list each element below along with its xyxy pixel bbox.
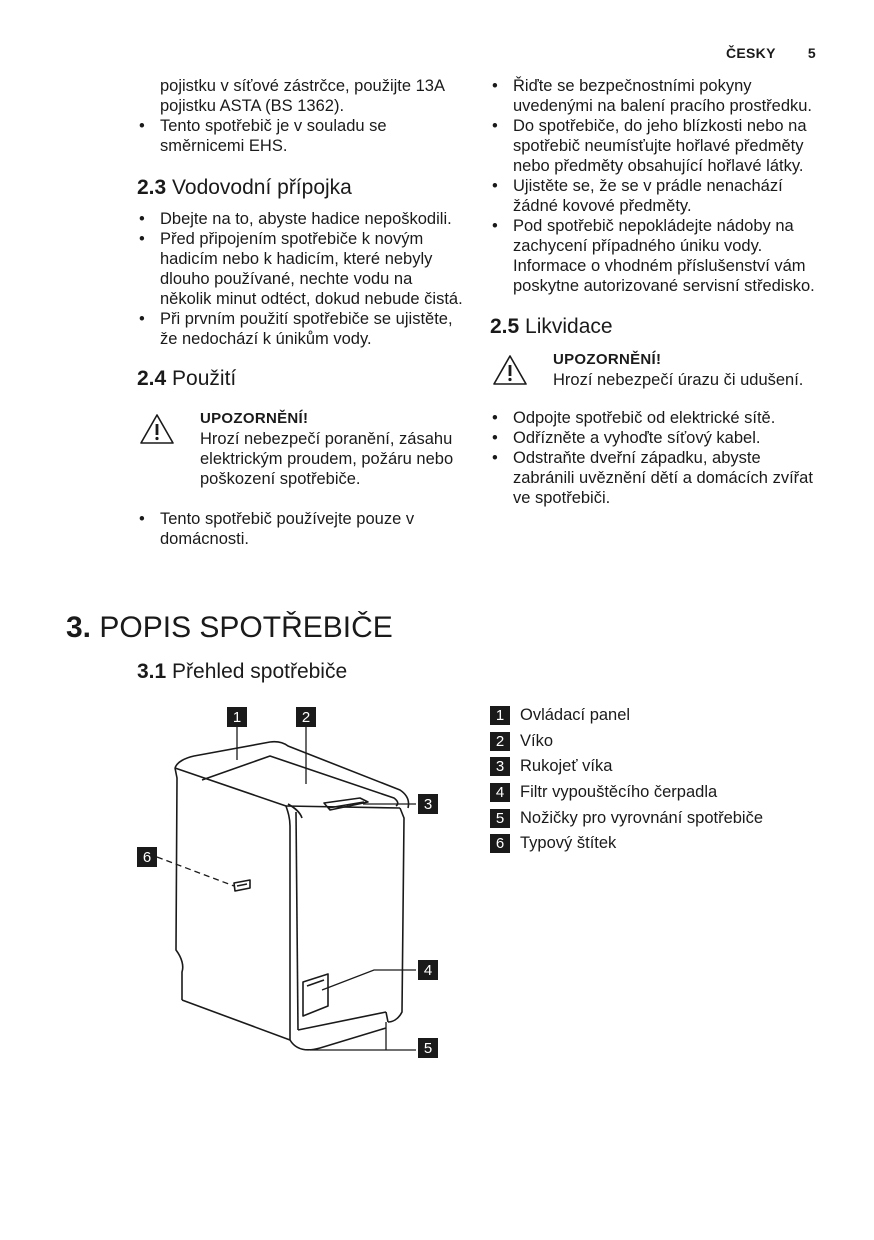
- legend-item: [490, 831, 763, 857]
- legend-item: [490, 729, 763, 755]
- legend-item: [490, 754, 763, 780]
- figure-legend: [490, 703, 763, 857]
- section-number: 2.3: [137, 176, 167, 199]
- legend-number: 1: [490, 706, 510, 725]
- legend-item: [490, 703, 763, 729]
- washing-machine-diagram: [130, 700, 450, 1070]
- machine-outline: [175, 742, 409, 1050]
- callout-label: 6: [142, 849, 152, 866]
- section-title: Použití: [172, 367, 237, 390]
- legend-label: Ovládací panel: [520, 706, 631, 725]
- warning-title: UPOZORNĚNÍ!: [200, 410, 309, 427]
- list-item: • Odpojte spotřebič od elektrické sítě.: [490, 408, 820, 428]
- warning-triangle-icon: [492, 354, 528, 386]
- list-item: • Před připojením spotřebiče k novým hadicím nebo k hadicím, které nebyly dlouho používané, nechte vodu na několik minut odtéct, dokud nebude čistá.: [137, 229, 467, 309]
- legend-number: 3: [490, 757, 510, 776]
- callout-1: [227, 707, 247, 727]
- list-item: • Tento spotřebič používejte pouze v domácnosti.: [137, 509, 467, 549]
- legend-item: [490, 805, 763, 831]
- page-number: 5: [807, 45, 816, 61]
- section-number: 3.1: [137, 660, 167, 683]
- legend-number: 6: [490, 834, 510, 853]
- warning-title: UPOZORNĚNÍ!: [553, 351, 662, 368]
- header-language: ČESKY: [725, 45, 776, 61]
- warning-text: Hrozí nebezpečí úrazu či udušení.: [553, 371, 804, 389]
- section-number: 2.5: [490, 315, 520, 338]
- section-number: 2.4: [137, 367, 167, 390]
- legend-item: [490, 780, 763, 806]
- callout-label: 2: [301, 709, 311, 726]
- right-intro-bullet-list: [490, 76, 820, 296]
- section-title: Přehled spotřebiče: [172, 660, 348, 683]
- callout-label: 3: [423, 796, 433, 813]
- legend-label: Typový štítek: [520, 834, 617, 853]
- callout-label: 5: [423, 1040, 433, 1057]
- legend-number: 2: [490, 732, 510, 751]
- legend-number: 5: [490, 809, 510, 828]
- chapter-heading: [66, 610, 393, 646]
- bullet-list-2-3: [137, 209, 467, 349]
- section-heading-2-5: [490, 314, 820, 340]
- list-item: • Při prvním použití spotřebiče se ujistěte, že nedochází k únikům vody.: [137, 309, 467, 349]
- section-title: Vodovodní přípojka: [172, 176, 352, 199]
- callout-label: 4: [423, 962, 433, 979]
- legend-label: Víko: [520, 731, 554, 750]
- legend-number: 4: [490, 783, 510, 802]
- list-item: • Dbejte na to, abyste hadice nepoškodili.: [137, 209, 467, 229]
- bullet-list-2-4: [137, 509, 467, 549]
- chapter-title: POPIS SPOTŘEBIČE: [99, 611, 393, 644]
- bullet-list-2-5: [490, 408, 820, 508]
- list-item: • Ujistěte se, že se v prádle nenachází žádné kovové předměty.: [490, 176, 820, 216]
- legend-label: Filtr vypouštěcího čerpadla: [520, 783, 718, 802]
- callout-5: [418, 1038, 438, 1058]
- list-item: • Odřízněte a vyhoďte síťový kabel.: [490, 428, 820, 448]
- section-title: Likvidace: [525, 315, 613, 338]
- legend-label: Rukojeť víka: [520, 757, 613, 776]
- warning-triangle-icon: [139, 413, 175, 445]
- list-item: • Do spotřebiče, do jeho blízkosti nebo na spotřebič neumísťujte hořlavé předměty nebo předměty obsahující hořlavé látky.: [490, 116, 820, 176]
- list-item: • Pod spotřebič nepokládejte nádoby na zachycení případného úniku vody. Informace o vhodném příslušenství vám poskytne autorizované servisní středisko.: [490, 216, 820, 296]
- chapter-number: 3.: [66, 611, 92, 644]
- left-column: [137, 76, 467, 549]
- intro-bullet-list: [137, 76, 467, 156]
- warning-text: Hrozí nebezpečí poranění, zásahu elektrickým proudem, požáru nebo poškození spotřebiče.: [200, 430, 454, 488]
- page-header: [726, 45, 816, 61]
- list-item: pojistku v síťové zástrčce, použijte 13A pojistku ASTA (BS 1362).: [160, 77, 445, 115]
- section-heading-2-3: [137, 175, 467, 201]
- legend-label: Nožičky pro vyrovnání spotřebiče: [520, 808, 764, 827]
- callout-4: [418, 960, 438, 980]
- warning-block: [137, 409, 467, 489]
- section-heading-2-4: [137, 366, 467, 392]
- callout-6: [137, 847, 157, 867]
- list-item: • Řiďte se bezpečnostními pokyny uvedenými na balení pracího prostředku.: [490, 76, 820, 116]
- callout-3: [418, 794, 438, 814]
- right-column: [490, 76, 820, 508]
- callout-2: [296, 707, 316, 727]
- list-item: • Odstraňte dveřní západku, abyste zabránili uvěznění dětí a domácích zvířat ve spotřebiči.: [490, 448, 820, 508]
- list-item: • Tento spotřebič je v souladu se směrnicemi EHS.: [137, 116, 467, 156]
- warning-block: [490, 350, 820, 390]
- callout-label: 1: [232, 709, 242, 726]
- section-heading-3-1: [137, 659, 347, 685]
